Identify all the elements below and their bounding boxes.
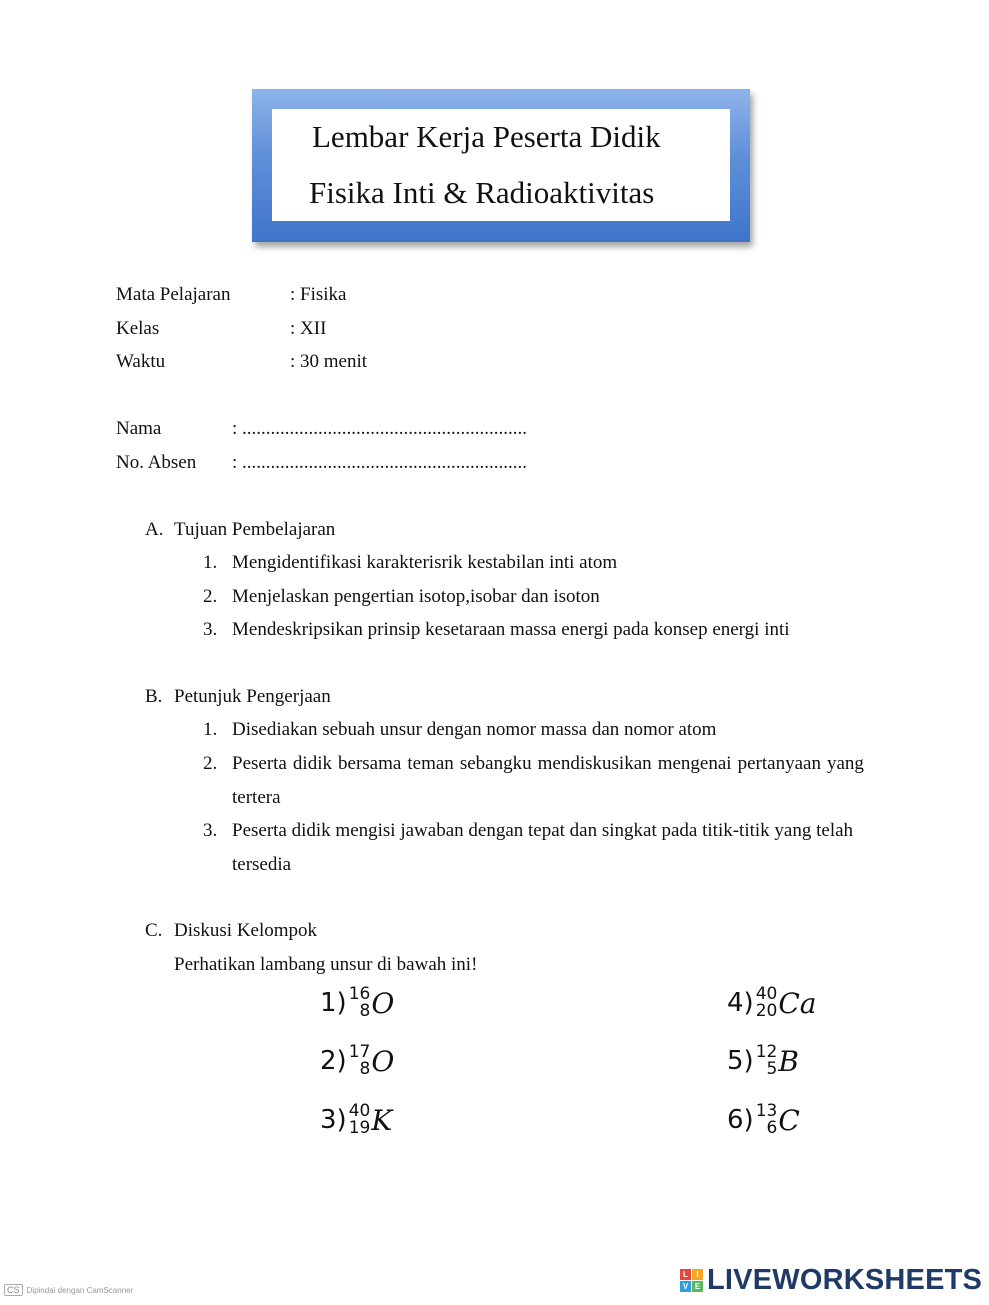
nuclide-formula xyxy=(320,1044,394,1078)
atomic-number: 20 xyxy=(755,1001,778,1021)
info-value-class: : XII xyxy=(290,318,327,339)
list-item-continuation: tertera xyxy=(232,787,281,808)
list-item: Mendeskripsikan prinsip kesetaraan massa energi pada konsep energi inti xyxy=(232,619,790,640)
scanner-note xyxy=(4,1284,133,1296)
info-label-class: Kelas xyxy=(116,318,160,339)
info-value-time: : 30 menit xyxy=(290,351,368,372)
title-panel xyxy=(272,109,730,221)
list-number: 3. xyxy=(203,820,218,841)
nuclide-formula xyxy=(320,1103,392,1137)
liveworksheets-wordmark: LIVEWORKSHEETS xyxy=(707,1264,983,1296)
scanner-text: Dipindai dengan CamScanner xyxy=(26,1285,134,1295)
absen-field[interactable]: : ............................................................ xyxy=(232,452,528,473)
section-a-marker: A. xyxy=(145,519,164,540)
nuclide-number: 6) xyxy=(727,1105,754,1135)
list-number: 1. xyxy=(203,552,218,573)
mass-number: 12 xyxy=(755,1042,778,1062)
list-item: Peserta didik bersama teman sebangku mendiskusikan mengenai pertanyaan yang xyxy=(232,753,864,774)
mass-number: 13 xyxy=(755,1101,778,1121)
logo-cell: E xyxy=(692,1281,703,1292)
atomic-number: 6 xyxy=(766,1118,778,1138)
section-c-heading: Diskusi Kelompok xyxy=(174,920,318,941)
name-label: Nama xyxy=(116,418,162,439)
nuclide-formula xyxy=(727,1044,799,1078)
info-label-time: Waktu xyxy=(116,351,166,372)
section-c-instruction: Perhatikan lambang unsur di bawah ini! xyxy=(174,954,478,975)
liveworksheets-icon xyxy=(680,1269,703,1292)
element-symbol: Ca xyxy=(778,986,817,1020)
element-symbol: O xyxy=(371,986,395,1020)
section-a-heading: Tujuan Pembelajaran xyxy=(174,519,336,540)
nuclide-number: 4) xyxy=(727,988,754,1018)
list-number: 1. xyxy=(203,719,218,740)
atomic-number: 8 xyxy=(359,1001,371,1021)
nuclide-number: 5) xyxy=(727,1046,754,1076)
logo-cell: I xyxy=(692,1269,703,1280)
nuclide-number: 1) xyxy=(320,988,347,1018)
section-b-heading: Petunjuk Pengerjaan xyxy=(174,686,331,707)
atomic-number: 5 xyxy=(766,1059,778,1079)
nuclide-formula xyxy=(320,986,394,1020)
list-number: 2. xyxy=(203,586,218,607)
section-b-marker: B. xyxy=(145,686,163,707)
nuclide-number: 2) xyxy=(320,1046,347,1076)
list-item: Menjelaskan pengertian isotop,isobar dan isoton xyxy=(232,586,600,607)
mass-number: 16 xyxy=(348,984,371,1004)
list-number: 2. xyxy=(203,753,218,774)
list-item: Peserta didik mengisi jawaban dengan tepat dan singkat pada titik-titik yang telah xyxy=(232,820,854,841)
absen-label: No. Absen xyxy=(116,452,197,473)
liveworksheets-logo[interactable] xyxy=(680,1264,982,1297)
list-item: Disediakan sebuah unsur dengan nomor massa dan nomor atom xyxy=(232,719,717,740)
list-item-continuation: tersedia xyxy=(232,854,292,875)
logo-cell: L xyxy=(680,1269,691,1280)
mass-number: 40 xyxy=(348,1101,371,1121)
atomic-number: 19 xyxy=(348,1118,371,1138)
nuclide-formula xyxy=(727,1103,800,1137)
title-line-1: Lembar Kerja Peserta Didik xyxy=(312,119,661,154)
info-label-subject: Mata Pelajaran xyxy=(116,284,231,305)
info-value-subject: : Fisika xyxy=(290,284,347,305)
mass-number: 17 xyxy=(348,1042,371,1062)
element-symbol: O xyxy=(371,1044,395,1078)
list-number: 3. xyxy=(203,619,218,640)
logo-cell: V xyxy=(680,1281,691,1292)
element-symbol: C xyxy=(778,1103,800,1137)
name-field[interactable]: : ............................................................ xyxy=(232,418,528,439)
section-c-marker: C. xyxy=(145,920,163,941)
atomic-number: 8 xyxy=(359,1059,371,1079)
element-symbol: B xyxy=(778,1044,799,1078)
nuclide-number: 3) xyxy=(320,1105,347,1135)
list-item: Mengidentifikasi karakterisrik kestabilan inti atom xyxy=(232,552,618,573)
element-symbol: K xyxy=(371,1103,393,1137)
nuclide-formula xyxy=(727,986,816,1020)
camscanner-icon: CS xyxy=(4,1284,23,1296)
title-line-2: Fisika Inti & Radioaktivitas xyxy=(309,175,655,210)
title-box xyxy=(252,89,750,242)
mass-number: 40 xyxy=(755,984,778,1004)
